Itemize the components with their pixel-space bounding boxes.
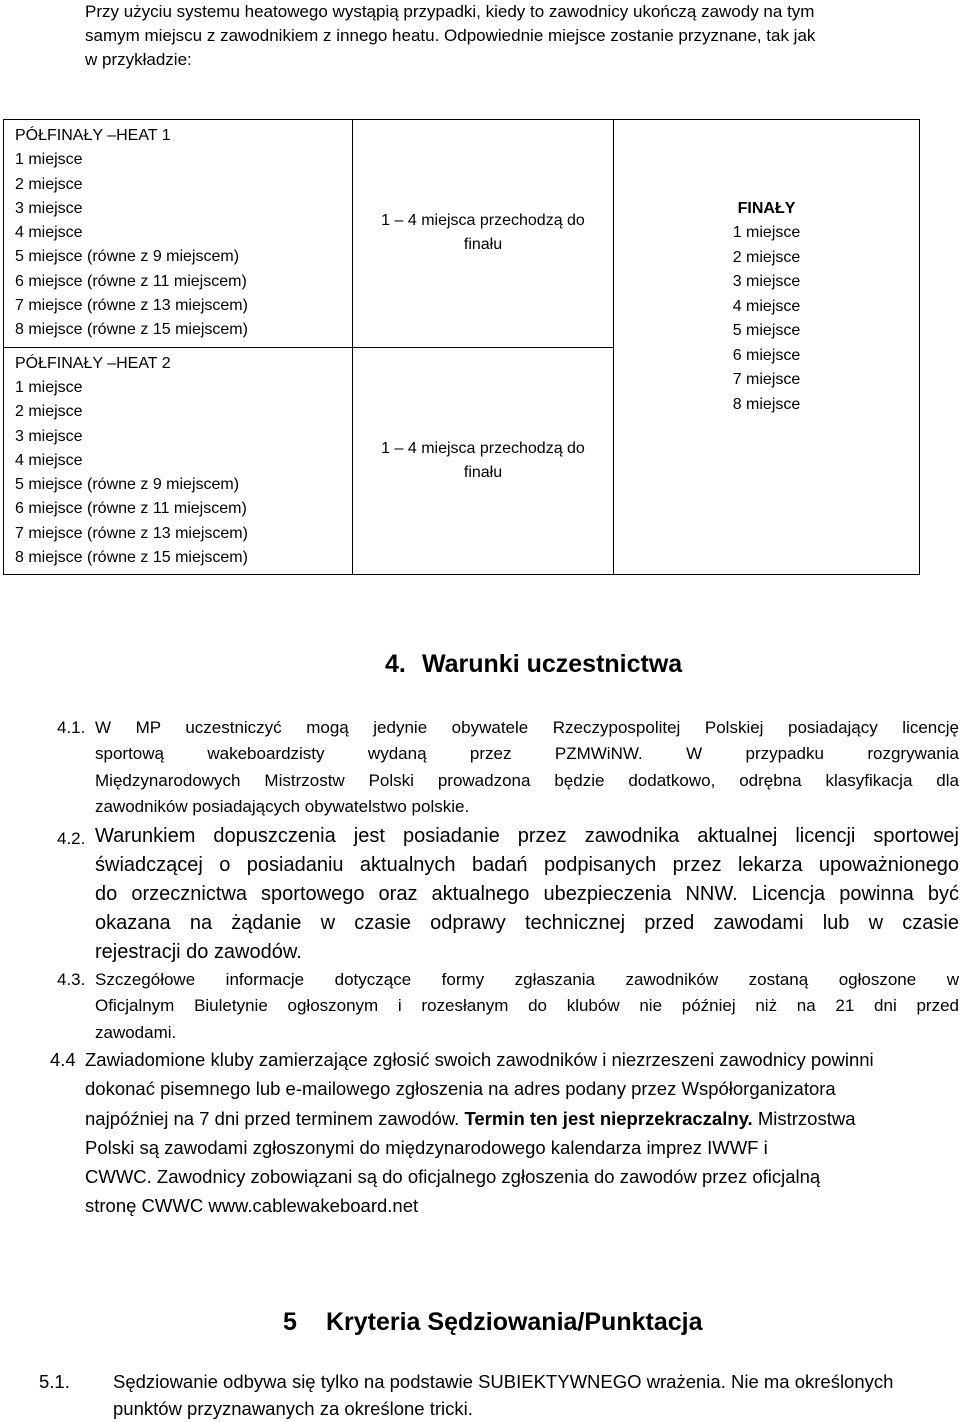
item-bold-text: Termin ten jest nieprzekraczalny. <box>464 1107 753 1129</box>
heat1-row: 7 miejsce (równe z 13 miejscem) <box>15 297 248 315</box>
advance-text: finału <box>463 464 503 481</box>
heat2-row: 8 miejsce (równe z 15 miejscem) <box>15 549 248 567</box>
heat1-row: 8 miejsce (równe z 15 miejscem) <box>15 321 248 339</box>
item-line: W MP uczestniczyć mogą jedynie obywatele Rzeczypospolitej Polskiej posiadający licencję <box>95 718 959 737</box>
advance-text: 1 – 4 miejsca przechodzą do <box>381 211 585 229</box>
item-line: zawodami. <box>95 1022 177 1042</box>
finals-row: 8 miejsce <box>732 395 801 413</box>
heat2-row: 2 miejsce <box>15 403 83 421</box>
item-5-1 <box>39 1368 949 1422</box>
finals-row: 5 miejsce <box>732 322 801 340</box>
item-line: Warunkiem dopuszczenia jest posiadanie przez zawodnika aktualnej licencji sportowej <box>95 825 959 847</box>
heat2-row: 7 miejsce (równe z 13 miejscem) <box>15 524 248 542</box>
heat2-row: 3 miejsce <box>15 427 83 445</box>
intro-paragraph <box>85 0 955 72</box>
section5-number: 5 <box>283 1308 297 1336</box>
item-line: punktów przyznawanych za określone tricki. <box>113 1398 473 1419</box>
heat2-row: 4 miejsce <box>15 451 83 469</box>
finals-row: 4 miejsce <box>732 297 801 315</box>
heat1-row: 6 miejsce (równe z 11 miejscem) <box>15 272 247 290</box>
heat2-row: 5 miejsce (równe z 9 miejscem) <box>15 476 240 494</box>
heat1-row: 1 miejsce <box>15 151 83 169</box>
item-line: okazana na żądanie w czasie odprawy technicznej przed zawodami lub w czasie <box>95 912 959 934</box>
intro-line: Przy użyciu systemu heatowego wystąpią przypadki, kiedy to zawodnicy ukończą zawody na tym <box>85 2 815 21</box>
item-line: stronę CWWC www.cablewakeboard.net <box>85 1195 419 1217</box>
item-line: Polski są zawodami zgłoszonymi do międzynarodowego kalendarza imprez IWWF i <box>85 1136 768 1158</box>
heat2-row: 6 miejsce (równe z 11 miejscem) <box>15 500 247 518</box>
heats-table <box>3 119 920 575</box>
item-number: 4.1. <box>57 718 86 737</box>
section4-heading <box>385 650 682 679</box>
heat2-cell <box>4 347 353 575</box>
item-line: Międzynarodowych Mistrzostw Polski prowadzona będzie dodatkowo, odrębna klasyfikacja dla <box>95 770 959 790</box>
finals-row: 1 miejsce <box>732 224 801 242</box>
item-line: dokonać pisemnego lub e-mailowego zgłoszenia na adres podany przez Współorganizatora <box>85 1078 836 1100</box>
heat1-row: 5 miejsce (równe z 9 miejscem) <box>15 248 240 266</box>
section5-heading <box>283 1308 702 1337</box>
heat1-row: 2 miejsce <box>15 175 83 193</box>
item-line: do orzecznictwa sportowego oraz aktualnego ubezpieczenia NNW. Licencja powinna być <box>95 883 959 905</box>
heat1-row: 4 miejsce <box>15 224 83 242</box>
item-number: 5.1. <box>39 1371 70 1392</box>
section5-title: Kryteria Sędziowania/Punktacja <box>325 1308 703 1336</box>
item-line: Szczegółowe informacje dotyczące formy zgłaszania zawodników zostaną ogłoszone w <box>95 970 959 989</box>
intro-line: samym miejscu z zawodnikiem z innego heatu. Odpowiednie miejsce zostanie przyznane, tak jak <box>85 26 816 45</box>
item-4-4 <box>50 1045 960 1221</box>
advance-cell-2 <box>353 347 614 575</box>
heat2-title: PÓŁFINAŁY –HEAT 2 <box>15 354 171 372</box>
intro-line: w przykładzie: <box>85 50 192 69</box>
finals-title: FINAŁY <box>737 199 796 217</box>
advance-text: 1 – 4 miejsca przechodzą do <box>381 439 585 457</box>
finals-row: 6 miejsce <box>732 346 801 364</box>
item-4-3 <box>57 967 959 1046</box>
item-4-2 <box>57 822 959 967</box>
item-number: 4.2. <box>57 829 86 848</box>
section4-number: 4. <box>385 650 406 678</box>
finals-row: 2 miejsce <box>732 248 801 266</box>
item-text: Mistrzostwa <box>757 1107 856 1129</box>
item-line <box>85 1104 960 1133</box>
item-line: zawodników posiadających obywatelstwo polskie. <box>95 796 470 816</box>
finals-row: 3 miejsce <box>732 273 801 291</box>
heat1-cell <box>4 120 353 348</box>
finals-row: 7 miejsce <box>732 371 801 389</box>
item-line: Oficjalnym Biuletynie ogłoszonym i rozesłanym do klubów nie później niż na 21 dni przed <box>95 996 959 1016</box>
item-line: sportową wakeboardzisty wydaną przez PZMWiNW. W przypadku rozgrywania <box>95 744 959 764</box>
section4-title: Warunki uczestnictwa <box>421 650 683 678</box>
heat1-row: 3 miejsce <box>15 199 83 217</box>
finals-cell <box>614 120 920 575</box>
item-line: Sędziowanie odbywa się tylko na podstawie SUBIEKTYWNEGO wrażenia. Nie ma określonych <box>113 1371 894 1392</box>
item-line: świadczącej o posiadaniu aktualnych badań podpisanych przez lekarza upoważnionego <box>95 854 959 876</box>
item-line: rejestracji do zawodów. <box>95 941 302 963</box>
item-text: najpóźniej na 7 dni przed terminem zawodów. <box>85 1107 460 1129</box>
item-number: 4.3. <box>57 970 86 989</box>
heat1-title: PÓŁFINAŁY –HEAT 1 <box>15 127 171 144</box>
item-line: CWWC. Zawodnicy zobowiązani są do oficjalnego zgłoszenia do zawodów przez oficjalną <box>85 1166 821 1188</box>
item-4-1 <box>57 715 959 820</box>
heat2-row: 1 miejsce <box>15 378 83 396</box>
item-line: Zawiadomione kluby zamierzające zgłosić swoich zawodników i niezrzeszeni zawodnicy powinni <box>85 1049 874 1070</box>
advance-text: finału <box>463 236 503 254</box>
item-number: 4.4 <box>50 1049 76 1070</box>
advance-cell-1 <box>353 120 614 348</box>
